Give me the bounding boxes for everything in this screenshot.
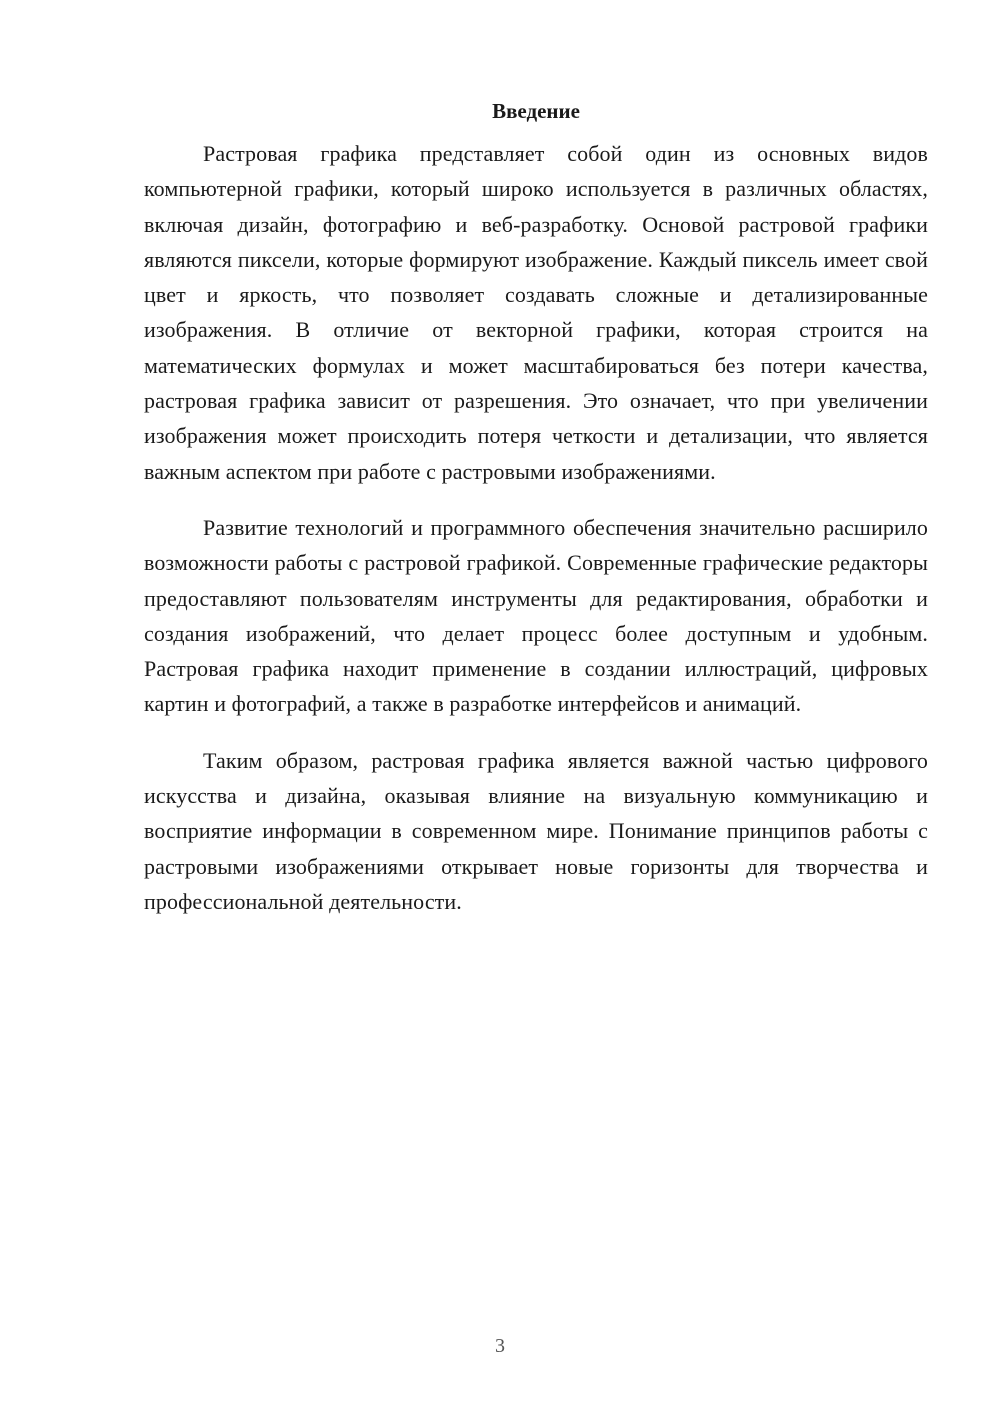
- page-number: 3: [495, 1335, 505, 1357]
- page-content: [144, 96, 928, 940]
- paragraph-1: Растровая графика представляет собой один из основных видов компьютерной графики, который широко используется в различных областях, включая дизайн, фотографию и веб-разработку. Основой растровой графики являются пиксели, которые формируют изображение. Каждый пиксель имеет свой цвет и яркость, что позволяет создавать сложные и детализированные изображения. В отличие от векторной графики, которая строится на математических формулах и может масштабироваться без потери качества, растровая графика зависит от разрешения. Это означает, что при увеличении изображения может происходить потеря четкости и детализации, что является важным аспектом при работе с растровыми изображениями.: [144, 141, 928, 484]
- page-title: Введение: [492, 99, 580, 123]
- paragraph-2: Развитие технологий и программного обеспечения значительно расширило возможности работы с растровой графикой. Современные графические редакторы предоставляют пользователям инструменты для редактирования, обработки и создания изображений, что делает процесс более доступным и удобным. Растровая графика находит применение в создании иллюстраций, цифровых картин и фотографий, а также в разработке интерфейсов и анимаций.: [144, 514, 928, 717]
- paragraph-3: Таким образом, растровая графика является важной частью цифрового искусства и дизайна, оказывая влияние на визуальную коммуникацию и восприятие информации в современном мире. Понимание принципов работы с растровыми изображениями открывает новые горизонты для творчества и профессиональной деятельности.: [144, 747, 928, 914]
